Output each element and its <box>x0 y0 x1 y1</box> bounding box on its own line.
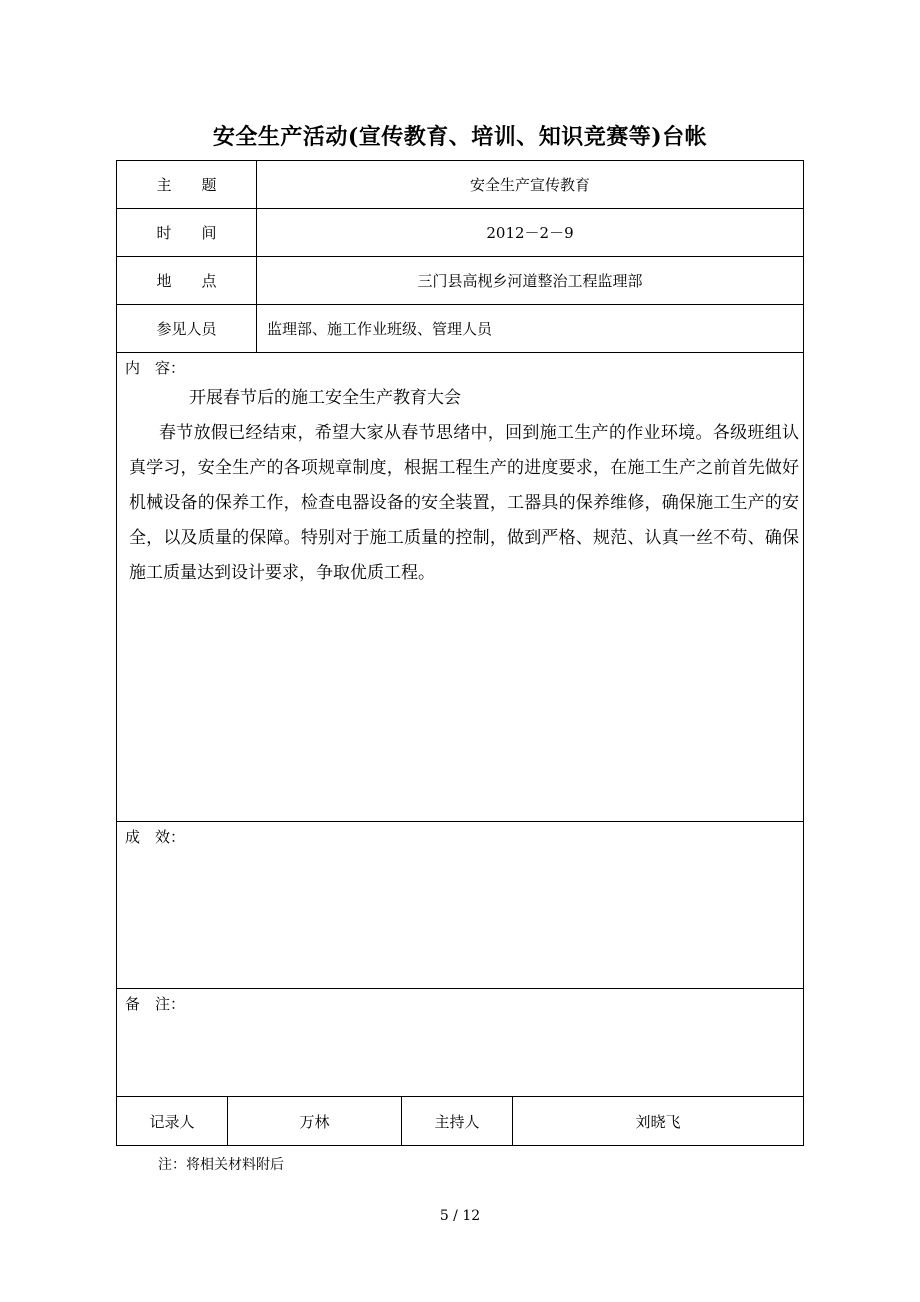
topic-value: 安全生产宣传教育 <box>469 176 590 194</box>
topic-row <box>116 160 804 209</box>
content-body: 春节放假已经结束，希望大家从春节思绪中，回到施工生产的作业环境。各级班组认真学习，安全生产的各项规章制度，根据工程生产的进度要求，在施工生产之前首先做好机械设备的保养工作，检查电器设备的安全装置，工器具的保养维修，确保施工生产的安全，以及质量的保障。特别对于施工质量的控制，做到严格、规范、认真一丝不苟、确保施工质量达到设计要求，争取优质工程。 <box>129 423 799 583</box>
content-text <box>129 381 799 591</box>
host-name: 刘晓飞 <box>635 1112 681 1131</box>
attachment-note: 注：将相关材料附后 <box>158 1157 284 1173</box>
signature-row <box>116 1097 804 1146</box>
remarks-label: 备 注： <box>125 995 186 1013</box>
time-row <box>116 209 804 257</box>
page-total: 12 <box>462 1208 481 1224</box>
attendees-label: 参见人员 <box>117 305 257 352</box>
place-row <box>116 257 804 305</box>
recorder-name: 万林 <box>228 1097 402 1145</box>
time-label: 时 间 <box>117 209 257 256</box>
page-current: 5 <box>439 1208 449 1224</box>
place-value: 三门县高枧乡河道整治工程监理部 <box>417 272 643 290</box>
effect-section <box>116 822 804 989</box>
content-heading: 开展春节后的施工安全生产教育大会 <box>189 388 461 408</box>
remarks-section <box>116 989 804 1097</box>
attendees-value: 监理部、施工作业班级、管理人员 <box>267 320 493 338</box>
content-label: 内 容： <box>125 359 186 377</box>
content-section <box>116 353 804 822</box>
recorder-label: 记录人 <box>117 1097 228 1145</box>
effect-label: 成 效： <box>125 828 186 846</box>
attendees-row <box>116 305 804 353</box>
topic-label: 主 题 <box>117 161 257 208</box>
document-title: 安全生产活动(宣传教育、培训、知识竞赛等)台帐 <box>212 124 708 150</box>
host-label: 主持人 <box>402 1097 513 1145</box>
ledger-table <box>116 160 804 1146</box>
place-label: 地 点 <box>117 257 257 304</box>
page-number <box>0 1208 920 1224</box>
time-value: 2012－2－9 <box>486 224 574 242</box>
page-separator: / <box>448 1208 463 1224</box>
